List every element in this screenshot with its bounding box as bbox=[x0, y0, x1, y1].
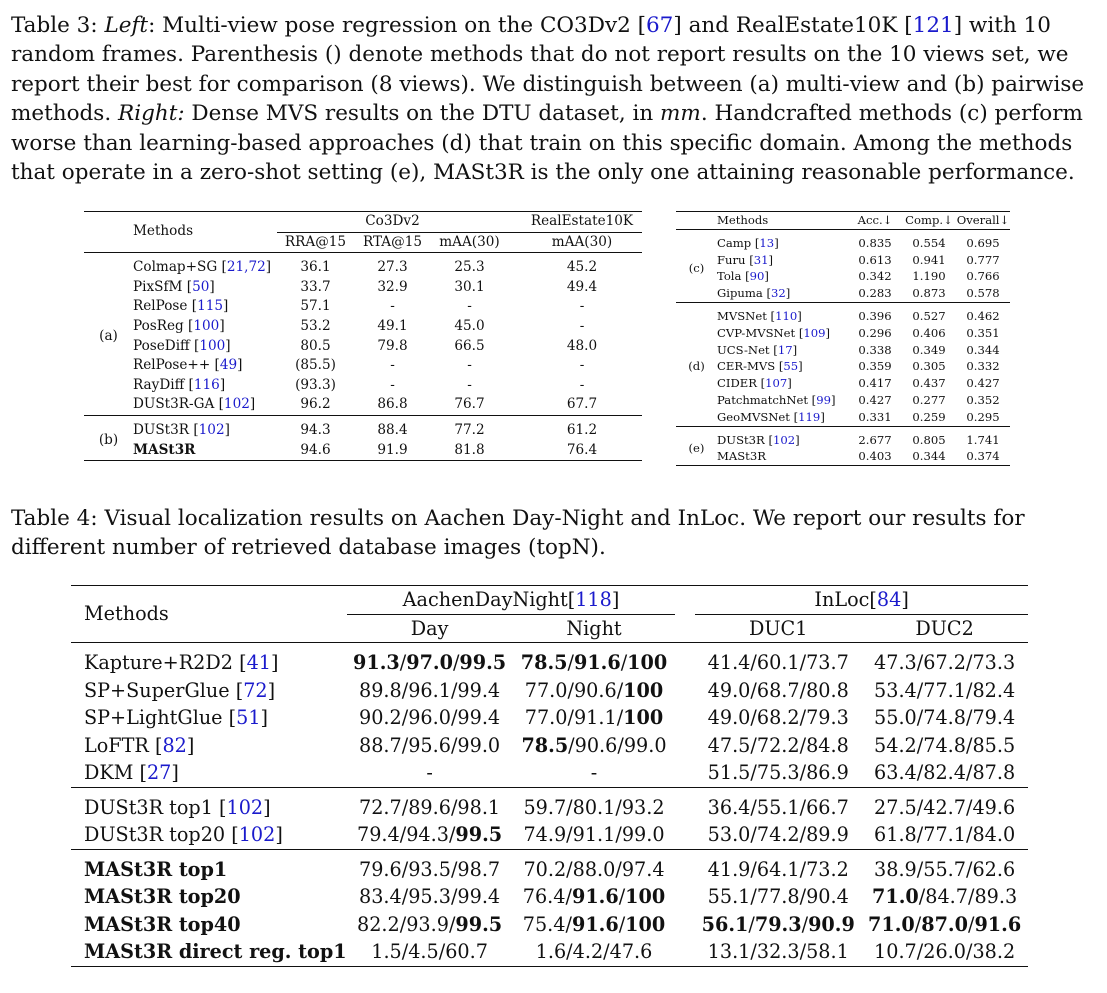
table-cell: 59.7/80.1/93.2 bbox=[523, 795, 665, 819]
methods-header: Methods bbox=[717, 213, 769, 227]
table-row bbox=[71, 911, 1028, 939]
citation-link[interactable]: 21,72 bbox=[226, 259, 266, 276]
table-cell: 96.2 bbox=[300, 396, 331, 413]
table-cell: 78.5/90.6/99.0 bbox=[521, 733, 667, 757]
table-row bbox=[71, 883, 1028, 911]
citation-link[interactable]: 102 bbox=[223, 396, 250, 413]
table-cell: 90.2/96.0/99.4 bbox=[359, 706, 501, 729]
table-cell: 77.2 bbox=[454, 421, 485, 438]
table-row bbox=[84, 297, 642, 317]
method-name: LoFTR [82] bbox=[84, 733, 195, 757]
table-cell: 49.1 bbox=[377, 317, 408, 334]
table-row bbox=[71, 787, 1028, 821]
citation-link[interactable]: 121 bbox=[912, 13, 954, 38]
method-name: RayDiff [116] bbox=[133, 376, 226, 393]
table-cell: 0.805 bbox=[912, 432, 946, 447]
table-row bbox=[676, 409, 1010, 426]
citation-link[interactable]: 84 bbox=[876, 588, 902, 611]
acc-header: Acc.↓ bbox=[857, 213, 893, 227]
citation-link[interactable]: 116 bbox=[193, 376, 220, 393]
table-row bbox=[676, 302, 1010, 324]
method-name: Tola [90] bbox=[717, 269, 769, 284]
table-cell: - bbox=[579, 317, 585, 334]
methods-header: Methods bbox=[133, 223, 194, 240]
table-cell: 36.4/55.1/66.7 bbox=[707, 795, 849, 819]
table-cell: 94.3 bbox=[300, 421, 331, 438]
table-row bbox=[84, 356, 642, 376]
day-header: Day bbox=[410, 616, 449, 640]
table-row bbox=[84, 337, 642, 357]
table-cell: 0.295 bbox=[966, 409, 1000, 424]
table-cell: 47.5/72.2/84.8 bbox=[707, 733, 849, 757]
group-label: (b) bbox=[98, 431, 119, 448]
table-cell: 63.4/82.4/87.8 bbox=[874, 761, 1016, 784]
maa30-header: mAA(30) bbox=[439, 233, 500, 250]
table-cell: 83.4/95.3/99.4 bbox=[359, 885, 501, 908]
table3-label: Table 3: bbox=[11, 13, 98, 38]
table-cell: - bbox=[390, 357, 395, 374]
table-cell: 0.305 bbox=[912, 359, 946, 374]
table-cell: 45.0 bbox=[454, 317, 485, 334]
table-cell: - bbox=[579, 357, 585, 374]
method-name: Furu [31] bbox=[717, 252, 774, 267]
table-cell: (85.5) bbox=[295, 357, 336, 374]
table-cell: 89.8/96.1/99.4 bbox=[359, 678, 501, 702]
baseline-rows bbox=[71, 643, 1028, 788]
citation-link[interactable]: 49 bbox=[219, 357, 238, 374]
table-cell: 36.1 bbox=[300, 259, 331, 276]
method-name: RelPose [115] bbox=[133, 298, 229, 315]
group-label: (e) bbox=[688, 440, 705, 455]
method-name: DUSt3R [102] bbox=[133, 421, 230, 438]
table-cell: 0.777 bbox=[966, 252, 1000, 267]
method-name: DUSt3R top1 [102] bbox=[84, 795, 271, 819]
method-name: MASt3R top40 bbox=[84, 912, 241, 936]
citation-link[interactable]: 115 bbox=[197, 298, 224, 315]
table-cell: 88.7/95.6/99.0 bbox=[359, 733, 501, 757]
table-cell: 57.1 bbox=[300, 298, 331, 315]
overall-header: Overall↓ bbox=[956, 213, 1010, 227]
table-cell: 1.190 bbox=[912, 269, 946, 284]
table-cell: 1.6/4.2/47.6 bbox=[535, 940, 653, 963]
method-name: DKM [27] bbox=[84, 761, 179, 784]
citation-link[interactable]: 100 bbox=[193, 317, 220, 334]
method-name: Gipuma [32] bbox=[717, 286, 791, 301]
table-row bbox=[71, 643, 1028, 677]
table-cell: 75.4/91.6/100 bbox=[522, 912, 666, 936]
citation-link[interactable]: 109 bbox=[803, 325, 826, 340]
table-cell: 72.7/89.6/98.1 bbox=[359, 795, 501, 819]
method-name: Colmap+SG [21,72] bbox=[133, 259, 272, 276]
table-row bbox=[676, 342, 1010, 359]
table-cell: 0.351 bbox=[966, 325, 1000, 340]
table-cell: 1.741 bbox=[966, 432, 1000, 447]
table-row bbox=[676, 325, 1010, 342]
table-cell: 32.9 bbox=[377, 278, 408, 295]
citation-link[interactable]: 27 bbox=[146, 761, 172, 784]
table-cell: 41.4/60.1/73.7 bbox=[707, 651, 849, 674]
table-cell: 53.4/77.1/82.4 bbox=[874, 678, 1016, 702]
table-cell: 49.0/68.7/80.8 bbox=[707, 678, 849, 702]
table-row bbox=[676, 252, 1010, 269]
citation-link[interactable]: 32 bbox=[770, 286, 786, 301]
table-cell: 49.4 bbox=[566, 278, 598, 295]
table-cell: 76.4/91.6/100 bbox=[522, 885, 666, 908]
citation-link[interactable]: 82 bbox=[162, 733, 187, 757]
table-row bbox=[71, 677, 1028, 705]
table-cell: 88.4 bbox=[377, 421, 408, 438]
table-cell: 0.396 bbox=[858, 308, 892, 323]
table4-visual-localization bbox=[71, 585, 1028, 967]
method-name: SP+LightGlue [51] bbox=[84, 706, 269, 729]
citation-link[interactable]: 102 bbox=[226, 795, 264, 819]
citation-link[interactable]: 100 bbox=[199, 337, 226, 354]
table-cell: 0.406 bbox=[912, 325, 946, 340]
table-cell: 0.344 bbox=[966, 342, 1000, 357]
table-cell: 0.941 bbox=[912, 252, 946, 267]
night-header: Night bbox=[566, 616, 622, 640]
group-label: (a) bbox=[99, 327, 118, 344]
table-cell: 2.677 bbox=[858, 432, 892, 447]
citation-link[interactable]: 50 bbox=[192, 278, 210, 295]
table-cell: 79.8 bbox=[377, 337, 408, 354]
table-cell: 0.427 bbox=[858, 392, 892, 407]
rra15-header: RRA@15 bbox=[284, 233, 347, 250]
table-cell: 25.3 bbox=[454, 259, 485, 276]
group-d-rows bbox=[676, 302, 1010, 426]
caption-right-word: Right: bbox=[118, 101, 185, 127]
table-cell: - bbox=[579, 376, 585, 393]
table-cell: 0.835 bbox=[858, 235, 892, 250]
table-cell: 71.0/87.0/91.6 bbox=[868, 912, 1022, 936]
table-cell: 0.427 bbox=[966, 376, 1000, 391]
citation-link[interactable]: 17 bbox=[777, 342, 793, 357]
citation-link[interactable]: 119 bbox=[798, 409, 821, 424]
table3-left-pose-regression bbox=[84, 211, 642, 461]
citation-link[interactable]: 102 bbox=[198, 421, 225, 438]
table-cell: 49.0/68.2/79.3 bbox=[707, 706, 849, 729]
table-cell: 82.2/93.9/99.5 bbox=[357, 912, 503, 936]
method-name: PoseDiff [100] bbox=[133, 337, 231, 354]
table-row bbox=[71, 821, 1028, 849]
table-cell: (93.3) bbox=[295, 376, 336, 393]
table3-caption: Table 3: Left: Multi-view pose regression on the CO3Dv2 [67] and RealEstate10K [121] with 10 random frames. Parenthesis () denote methods that do not report results on the 10 views set, we report their best for comparison (8 views). We distinguish between (a) multi-view and (b) pairwise methods. Right: Dense MVS results on the DTU dataset, in mm. Handcrafted methods (c) perform worse than learning-based approaches (d) that train on this specific domain. Among the methods that operate in a zero-shot setting (e), MASt3R is the only one attaining reasonable performance. bbox=[11, 13, 1085, 186]
table-cell: 0.613 bbox=[858, 252, 892, 267]
method-name: Camp [13] bbox=[717, 235, 779, 250]
dust3r-rows bbox=[71, 787, 1028, 849]
table-cell: 41.9/64.1/73.2 bbox=[707, 857, 849, 881]
methods-header: Methods bbox=[84, 602, 169, 626]
table-cell: 45.2 bbox=[566, 259, 598, 276]
citation-link[interactable]: 107 bbox=[765, 376, 788, 391]
table-cell: 1.5/4.5/60.7 bbox=[371, 940, 488, 963]
table-cell: 79.6/93.5/98.7 bbox=[359, 857, 501, 881]
citation-link[interactable]: 55 bbox=[783, 359, 799, 374]
citation-link[interactable]: 51 bbox=[236, 706, 261, 729]
group-label: (d) bbox=[688, 359, 705, 374]
table-row bbox=[84, 441, 642, 461]
table-cell: 48.0 bbox=[566, 337, 598, 354]
citation-link[interactable]: 99 bbox=[816, 392, 831, 407]
citation-link[interactable]: 72 bbox=[243, 678, 268, 702]
table-cell: 53.0/74.2/89.9 bbox=[707, 823, 849, 846]
table-cell: - bbox=[467, 298, 472, 315]
table-cell: 66.5 bbox=[454, 337, 485, 354]
table-cell: 0.332 bbox=[966, 359, 1000, 374]
table-cell: 74.9/91.1/99.0 bbox=[523, 823, 665, 846]
table-cell: 0.283 bbox=[858, 286, 892, 301]
method-name: MASt3R bbox=[717, 449, 766, 464]
method-name: CVP-MVSNet [109] bbox=[717, 325, 831, 340]
table-cell: - bbox=[390, 298, 395, 315]
table-row bbox=[676, 285, 1010, 302]
realestate10k-header: RealEstate10K bbox=[508, 212, 642, 233]
table-cell: 77.0/90.6/100 bbox=[524, 678, 664, 702]
table-cell: 81.8 bbox=[454, 441, 485, 458]
table-row bbox=[676, 392, 1010, 409]
table-row bbox=[676, 448, 1010, 465]
table-cell: 0.349 bbox=[912, 342, 946, 357]
table-cell: 0.374 bbox=[966, 449, 1000, 464]
table-cell: 51.5/75.3/86.9 bbox=[707, 761, 849, 784]
citation-link[interactable]: 90 bbox=[749, 269, 765, 284]
table-cell: 0.342 bbox=[858, 269, 892, 284]
citation-link[interactable]: 118 bbox=[575, 588, 612, 611]
group-e-rows bbox=[676, 426, 1010, 466]
table-cell: 0.462 bbox=[966, 308, 1000, 323]
table-cell: 76.4 bbox=[566, 441, 598, 458]
method-name: MASt3R bbox=[133, 441, 196, 458]
table-cell: 0.259 bbox=[912, 409, 946, 424]
table3-right-dtu-mvs bbox=[676, 211, 1010, 466]
table-cell: 71.0/84.7/89.3 bbox=[872, 885, 1018, 908]
method-name: RelPose++ [49] bbox=[133, 357, 243, 374]
method-name: CER-MVS [55] bbox=[717, 359, 803, 374]
table-cell: 0.578 bbox=[966, 286, 1000, 301]
method-name: MASt3R direct reg. top1 bbox=[84, 940, 347, 963]
table-cell: 0.695 bbox=[966, 235, 1000, 250]
table-cell: 78.5/91.6/100 bbox=[520, 651, 668, 674]
table-cell: 67.7 bbox=[566, 396, 598, 413]
table-cell: - bbox=[426, 761, 433, 784]
table-cell: 80.5 bbox=[300, 337, 331, 354]
table-cell: 0.437 bbox=[912, 376, 946, 391]
table-cell: 0.352 bbox=[966, 392, 1000, 407]
table-cell: - bbox=[467, 357, 472, 374]
table-cell: 10.7/26.0/38.2 bbox=[874, 940, 1016, 963]
table-cell: 0.554 bbox=[912, 235, 946, 250]
table-cell: 0.417 bbox=[858, 376, 892, 391]
table-row bbox=[84, 253, 642, 278]
table-cell: 0.296 bbox=[858, 325, 892, 340]
method-name: SP+SuperGlue [72] bbox=[84, 678, 276, 702]
table-cell: 79.4/94.3/99.5 bbox=[357, 823, 503, 846]
table-cell: 0.359 bbox=[858, 359, 892, 374]
table-cell: 47.3/67.2/73.3 bbox=[874, 651, 1016, 674]
table-cell: 77.0/91.1/100 bbox=[524, 706, 664, 729]
citation-link[interactable]: 41 bbox=[246, 651, 271, 674]
table-cell: - bbox=[467, 376, 472, 393]
table-cell: 61.2 bbox=[566, 421, 598, 438]
method-name: DUSt3R [102] bbox=[717, 432, 800, 447]
group-a-rows bbox=[84, 253, 642, 416]
method-name: MVSNet [110] bbox=[717, 308, 802, 323]
table-cell: - bbox=[390, 376, 395, 393]
table-row bbox=[84, 278, 642, 298]
table-cell: 0.331 bbox=[858, 409, 892, 424]
table-cell: 91.3/97.0/99.5 bbox=[353, 651, 507, 674]
table-cell: 70.2/88.0/97.4 bbox=[523, 857, 665, 881]
table-cell: 55.0/74.8/79.4 bbox=[874, 706, 1016, 729]
table-cell: 27.3 bbox=[377, 259, 408, 276]
table-row bbox=[84, 317, 642, 337]
table-row bbox=[71, 759, 1028, 787]
group-b-rows bbox=[84, 415, 642, 460]
table-cell: 56.1/79.3/90.9 bbox=[701, 912, 855, 936]
method-name: MASt3R top1 bbox=[84, 857, 228, 881]
table-row bbox=[676, 358, 1010, 375]
citation-link[interactable]: 31 bbox=[753, 252, 769, 267]
table-cell: 0.766 bbox=[966, 269, 1000, 284]
table-cell: 38.9/55.7/62.6 bbox=[874, 857, 1016, 881]
method-name: DUSt3R top20 [102] bbox=[84, 823, 283, 846]
table-row bbox=[84, 395, 642, 415]
mast3r-rows bbox=[71, 849, 1028, 966]
table-cell: 86.8 bbox=[377, 396, 408, 413]
method-name: PosReg [100] bbox=[133, 317, 225, 334]
citation-link[interactable]: 110 bbox=[775, 308, 798, 323]
table-cell: 0.873 bbox=[912, 286, 946, 301]
citation-link[interactable]: 102 bbox=[772, 432, 796, 447]
co3dv2-header: Co3Dv2 bbox=[277, 212, 508, 233]
method-name: UCS-Net [17] bbox=[717, 342, 798, 357]
table4-caption: Table 4: Visual localization results on Aachen Day-Night and InLoc. We report our results for different number of retrieved database images (topN). bbox=[11, 506, 1025, 561]
table-cell: 61.8/77.1/84.0 bbox=[874, 823, 1016, 846]
table-cell: 0.527 bbox=[912, 308, 946, 323]
table-cell: 0.338 bbox=[858, 342, 892, 357]
table-cell: 53.2 bbox=[300, 317, 331, 334]
method-name: PixSfM [50] bbox=[133, 278, 215, 295]
method-name: Kapture+R2D2 [41] bbox=[84, 651, 279, 674]
method-name: CIDER [107] bbox=[717, 376, 792, 391]
table-cell: 30.1 bbox=[454, 278, 485, 295]
table-row bbox=[71, 938, 1028, 966]
table-row bbox=[71, 732, 1028, 760]
table-cell: 55.1/77.8/90.4 bbox=[707, 885, 849, 908]
table-cell: 0.277 bbox=[912, 392, 946, 407]
table-cell: 76.7 bbox=[454, 396, 485, 413]
method-name: PatchmatchNet [99] bbox=[717, 392, 836, 407]
table-cell: 13.1/32.3/58.1 bbox=[707, 940, 849, 963]
table-row bbox=[676, 375, 1010, 392]
table-row bbox=[676, 229, 1010, 251]
table-row bbox=[71, 849, 1028, 883]
rta15-header: RTA@15 bbox=[362, 233, 423, 250]
table-cell: - bbox=[579, 298, 585, 315]
duc2-header: DUC2 bbox=[915, 616, 974, 640]
citation-link[interactable]: 13 bbox=[759, 235, 775, 250]
table-cell: 54.2/74.8/85.5 bbox=[874, 733, 1016, 757]
maa30-re-header: mAA(30) bbox=[551, 233, 613, 250]
aachen-header: AachenDayNight[118] bbox=[347, 586, 676, 615]
table-cell: 94.6 bbox=[300, 441, 331, 458]
table-row bbox=[84, 376, 642, 396]
group-label: (c) bbox=[688, 260, 705, 275]
method-name: GeoMVSNet [119] bbox=[717, 409, 825, 424]
method-name: DUSt3R-GA [102] bbox=[133, 396, 256, 413]
table-row bbox=[84, 415, 642, 440]
comp-header: Comp.↓ bbox=[905, 213, 953, 227]
citation-link[interactable]: 102 bbox=[238, 823, 276, 846]
citation-link[interactable]: 67 bbox=[646, 13, 674, 38]
table-cell: 91.9 bbox=[377, 441, 408, 458]
group-c-rows bbox=[676, 229, 1010, 302]
table-cell: 27.5/42.7/49.6 bbox=[874, 795, 1016, 819]
table-cell: 0.403 bbox=[858, 449, 892, 464]
table-row bbox=[71, 704, 1028, 732]
table-row bbox=[676, 426, 1010, 448]
table-cell: - bbox=[590, 761, 598, 784]
caption-left-word: Left bbox=[104, 13, 149, 38]
inloc-header: InLoc[84] bbox=[695, 586, 1028, 615]
table-row bbox=[676, 268, 1010, 285]
method-name: MASt3R top20 bbox=[84, 885, 241, 908]
table-cell: 33.7 bbox=[300, 278, 331, 295]
table-cell: 0.344 bbox=[912, 449, 946, 464]
duc1-header: DUC1 bbox=[749, 616, 808, 640]
